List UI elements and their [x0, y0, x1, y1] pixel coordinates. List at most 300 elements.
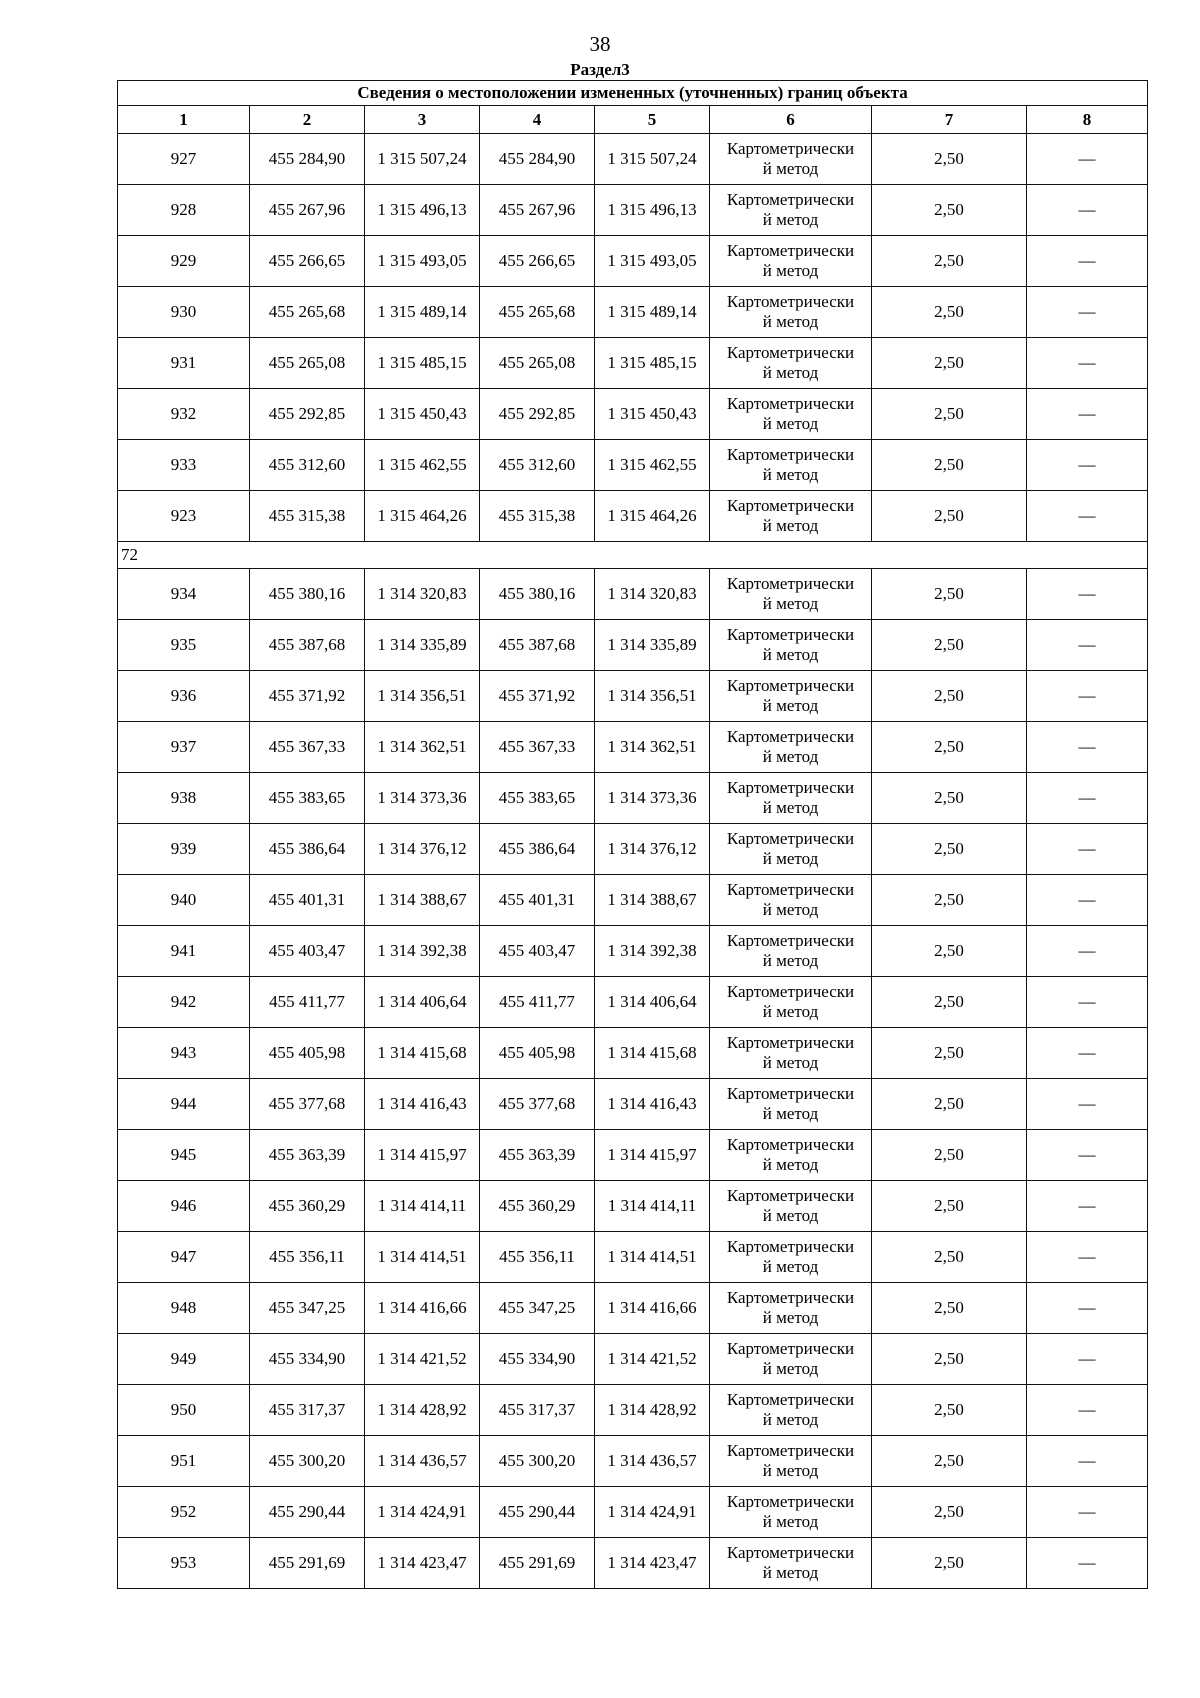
accuracy-cell: 2,50	[872, 773, 1027, 824]
coordinate-cell: 1 315 489,14	[365, 287, 480, 338]
method-cell	[710, 671, 872, 722]
description-cell: —	[1027, 569, 1148, 620]
method-cell	[710, 1487, 872, 1538]
coordinate-cell: 455 371,92	[250, 671, 365, 722]
coordinate-cell: 455 284,90	[250, 134, 365, 185]
method-cell	[710, 1181, 872, 1232]
point-number: 950	[118, 1385, 250, 1436]
coordinate-cell: 455 363,39	[480, 1130, 595, 1181]
coordinate-cell: 455 411,77	[480, 977, 595, 1028]
coordinate-cell: 1 315 485,15	[365, 338, 480, 389]
method-line-1: Картометрически	[726, 676, 855, 695]
accuracy-cell: 2,50	[872, 491, 1027, 542]
coordinate-cell: 1 314 320,83	[595, 569, 710, 620]
point-number: 943	[118, 1028, 250, 1079]
method-line-1: Картометрически	[726, 1441, 855, 1460]
coordinate-cell: 1 314 362,51	[595, 722, 710, 773]
description-cell: —	[1027, 1283, 1148, 1334]
description-cell: —	[1027, 287, 1148, 338]
point-number: 928	[118, 185, 250, 236]
accuracy-cell: 2,50	[872, 236, 1027, 287]
accuracy-cell: 2,50	[872, 620, 1027, 671]
coordinate-cell: 455 405,98	[250, 1028, 365, 1079]
coordinate-cell: 1 314 421,52	[595, 1334, 710, 1385]
coordinate-cell: 455 266,65	[250, 236, 365, 287]
coordinate-cell: 1 315 489,14	[595, 287, 710, 338]
description-cell: —	[1027, 722, 1148, 773]
description-cell: —	[1027, 236, 1148, 287]
page-number: 38	[589, 32, 611, 56]
coordinate-cell: 455 291,69	[480, 1538, 595, 1589]
coordinate-cell: 455 403,47	[480, 926, 595, 977]
method-cell	[710, 1130, 872, 1181]
table-row	[118, 722, 1148, 773]
method-line-2: й метод	[762, 951, 819, 970]
method-cell	[710, 824, 872, 875]
coordinate-cell: 1 315 464,26	[595, 491, 710, 542]
method-line-2: й метод	[762, 1053, 819, 1072]
coordinate-cell: 1 314 416,66	[595, 1283, 710, 1334]
description-cell: —	[1027, 1538, 1148, 1589]
coordinate-cell: 455 377,68	[480, 1079, 595, 1130]
table-row	[118, 1538, 1148, 1589]
table-row	[118, 1079, 1148, 1130]
method-line-2: й метод	[762, 1461, 819, 1480]
method-cell	[710, 773, 872, 824]
point-number: 938	[118, 773, 250, 824]
column-number: 8	[1027, 106, 1148, 134]
coordinate-cell: 455 334,90	[250, 1334, 365, 1385]
table-row	[118, 1436, 1148, 1487]
point-number: 951	[118, 1436, 250, 1487]
table-row	[118, 1487, 1148, 1538]
coordinate-cell: 455 356,11	[480, 1232, 595, 1283]
table-row	[118, 977, 1148, 1028]
table-row	[118, 773, 1148, 824]
point-number: 940	[118, 875, 250, 926]
method-line-2: й метод	[762, 1104, 819, 1123]
coordinate-cell: 1 314 373,36	[365, 773, 480, 824]
description-cell: —	[1027, 875, 1148, 926]
coordinate-cell: 455 290,44	[480, 1487, 595, 1538]
coordinate-cell: 455 386,64	[250, 824, 365, 875]
method-line-2: й метод	[762, 1410, 819, 1429]
coordinate-cell: 1 314 436,57	[595, 1436, 710, 1487]
table-row	[118, 875, 1148, 926]
coordinate-cell: 1 315 485,15	[595, 338, 710, 389]
point-number: 923	[118, 491, 250, 542]
column-number-row	[118, 106, 1148, 134]
method-cell	[710, 389, 872, 440]
table-row	[118, 185, 1148, 236]
coordinate-cell: 1 314 416,43	[595, 1079, 710, 1130]
description-cell: —	[1027, 1487, 1148, 1538]
coordinate-cell: 1 314 356,51	[595, 671, 710, 722]
method-line-1: Картометрически	[726, 1543, 855, 1562]
coordinate-cell: 455 266,65	[480, 236, 595, 287]
accuracy-cell: 2,50	[872, 185, 1027, 236]
coordinate-cell: 1 314 392,38	[595, 926, 710, 977]
accuracy-cell: 2,50	[872, 977, 1027, 1028]
method-line-2: й метод	[762, 312, 819, 331]
coordinate-cell: 455 317,37	[250, 1385, 365, 1436]
method-cell	[710, 977, 872, 1028]
table-row	[118, 1232, 1148, 1283]
point-number: 935	[118, 620, 250, 671]
table-row	[118, 926, 1148, 977]
point-number: 948	[118, 1283, 250, 1334]
coordinate-cell: 1 314 428,92	[365, 1385, 480, 1436]
coordinate-cell: 1 314 415,97	[365, 1130, 480, 1181]
method-line-2: й метод	[762, 1512, 819, 1531]
coordinate-cell: 455 267,96	[480, 185, 595, 236]
point-number: 941	[118, 926, 250, 977]
coordinate-cell: 1 314 356,51	[365, 671, 480, 722]
coordinate-cell: 455 367,33	[250, 722, 365, 773]
method-cell	[710, 134, 872, 185]
method-line-1: Картометрически	[726, 1288, 855, 1307]
coordinate-cell: 1 314 320,83	[365, 569, 480, 620]
method-line-1: Картометрически	[726, 445, 855, 464]
method-cell	[710, 722, 872, 773]
coordinate-cell: 455 371,92	[480, 671, 595, 722]
coordinate-cell: 1 314 376,12	[365, 824, 480, 875]
description-cell: —	[1027, 134, 1148, 185]
point-number: 939	[118, 824, 250, 875]
coordinate-cell: 455 290,44	[250, 1487, 365, 1538]
coordinate-cell: 455 312,60	[250, 440, 365, 491]
accuracy-cell: 2,50	[872, 1334, 1027, 1385]
description-cell: —	[1027, 338, 1148, 389]
point-number: 944	[118, 1079, 250, 1130]
table-row	[118, 1028, 1148, 1079]
description-cell: —	[1027, 620, 1148, 671]
table-row	[118, 338, 1148, 389]
coordinate-cell: 455 405,98	[480, 1028, 595, 1079]
column-number: 7	[872, 106, 1027, 134]
point-number: 953	[118, 1538, 250, 1589]
column-number: 2	[250, 106, 365, 134]
accuracy-cell: 2,50	[872, 1130, 1027, 1181]
table-row	[118, 824, 1148, 875]
description-cell: —	[1027, 1130, 1148, 1181]
method-line-1: Картометрически	[726, 982, 855, 1001]
description-cell: —	[1027, 1385, 1148, 1436]
point-number: 936	[118, 671, 250, 722]
method-cell	[710, 338, 872, 389]
method-line-2: й метод	[762, 696, 819, 715]
accuracy-cell: 2,50	[872, 1181, 1027, 1232]
column-number: 6	[710, 106, 872, 134]
coordinate-cell: 1 315 450,43	[595, 389, 710, 440]
coordinate-cell: 455 356,11	[250, 1232, 365, 1283]
coordinate-cell: 455 380,16	[250, 569, 365, 620]
accuracy-cell: 2,50	[872, 824, 1027, 875]
coordinate-cell: 1 314 423,47	[365, 1538, 480, 1589]
coordinate-cell: 1 314 424,91	[365, 1487, 480, 1538]
accuracy-cell: 2,50	[872, 1283, 1027, 1334]
method-line-2: й метод	[762, 1155, 819, 1174]
point-number: 945	[118, 1130, 250, 1181]
coordinate-cell: 455 367,33	[480, 722, 595, 773]
method-cell	[710, 1538, 872, 1589]
accuracy-cell: 2,50	[872, 287, 1027, 338]
method-line-2: й метод	[762, 1359, 819, 1378]
method-line-1: Картометрически	[726, 727, 855, 746]
coordinate-cell: 1 314 388,67	[365, 875, 480, 926]
method-line-1: Картометрически	[726, 1186, 855, 1205]
coordinate-cell: 1 315 496,13	[595, 185, 710, 236]
coordinate-cell: 1 315 462,55	[595, 440, 710, 491]
description-cell: —	[1027, 926, 1148, 977]
table-caption-row	[118, 81, 1148, 106]
coordinate-cell: 455 380,16	[480, 569, 595, 620]
table-row	[118, 134, 1148, 185]
coordinate-cell: 455 300,20	[250, 1436, 365, 1487]
table-row	[118, 491, 1148, 542]
table-row	[118, 389, 1148, 440]
coordinate-cell: 455 265,68	[480, 287, 595, 338]
method-cell	[710, 287, 872, 338]
accuracy-cell: 2,50	[872, 338, 1027, 389]
coordinate-cell: 455 334,90	[480, 1334, 595, 1385]
method-line-1: Картометрически	[726, 625, 855, 644]
table-caption: Сведения о местоположении измененных (уточненных) границ объекта	[118, 81, 1148, 106]
method-line-1: Картометрически	[726, 496, 855, 515]
coordinate-cell: 1 314 421,52	[365, 1334, 480, 1385]
boundary-table	[117, 80, 1148, 1589]
accuracy-cell: 2,50	[872, 1385, 1027, 1436]
coordinate-cell: 455 265,68	[250, 287, 365, 338]
method-cell	[710, 1283, 872, 1334]
coordinate-cell: 455 363,39	[250, 1130, 365, 1181]
accuracy-cell: 2,50	[872, 926, 1027, 977]
coordinate-cell: 1 314 423,47	[595, 1538, 710, 1589]
coordinate-cell: 455 265,08	[480, 338, 595, 389]
group-label: 72	[118, 542, 1148, 569]
accuracy-cell: 2,50	[872, 1028, 1027, 1079]
point-number: 947	[118, 1232, 250, 1283]
accuracy-cell: 2,50	[872, 875, 1027, 926]
method-cell	[710, 440, 872, 491]
coordinate-cell: 455 387,68	[480, 620, 595, 671]
method-line-1: Картометрически	[726, 190, 855, 209]
point-number: 946	[118, 1181, 250, 1232]
description-cell: —	[1027, 491, 1148, 542]
description-cell: —	[1027, 1436, 1148, 1487]
coordinate-cell: 1 315 493,05	[595, 236, 710, 287]
method-line-1: Картометрически	[726, 1339, 855, 1358]
method-cell	[710, 1079, 872, 1130]
method-line-2: й метод	[762, 261, 819, 280]
method-line-2: й метод	[762, 645, 819, 664]
method-line-2: й метод	[762, 210, 819, 229]
method-line-2: й метод	[762, 900, 819, 919]
coordinate-cell: 455 377,68	[250, 1079, 365, 1130]
method-line-1: Картометрически	[726, 292, 855, 311]
method-cell	[710, 1028, 872, 1079]
method-cell	[710, 926, 872, 977]
coordinate-cell: 455 292,85	[480, 389, 595, 440]
description-cell: —	[1027, 185, 1148, 236]
coordinate-cell: 455 383,65	[250, 773, 365, 824]
coordinate-cell: 1 315 507,24	[365, 134, 480, 185]
point-number: 929	[118, 236, 250, 287]
point-number: 931	[118, 338, 250, 389]
table-row	[118, 1283, 1148, 1334]
coordinate-cell: 1 314 362,51	[365, 722, 480, 773]
accuracy-cell: 2,50	[872, 389, 1027, 440]
method-cell	[710, 569, 872, 620]
coordinate-cell: 1 314 428,92	[595, 1385, 710, 1436]
coordinate-cell: 1 314 414,51	[365, 1232, 480, 1283]
coordinate-cell: 1 314 414,51	[595, 1232, 710, 1283]
table-row	[118, 236, 1148, 287]
method-line-2: й метод	[762, 159, 819, 178]
coordinate-cell: 455 401,31	[250, 875, 365, 926]
description-cell: —	[1027, 824, 1148, 875]
coordinate-cell: 455 265,08	[250, 338, 365, 389]
method-cell	[710, 1232, 872, 1283]
coordinate-cell: 1 314 406,64	[595, 977, 710, 1028]
method-cell	[710, 185, 872, 236]
method-line-1: Картометрически	[726, 1033, 855, 1052]
coordinate-cell: 1 314 335,89	[595, 620, 710, 671]
coordinate-cell: 455 411,77	[250, 977, 365, 1028]
description-cell: —	[1027, 773, 1148, 824]
group-row	[118, 542, 1148, 569]
coordinate-cell: 455 347,25	[480, 1283, 595, 1334]
coordinate-cell: 1 315 496,13	[365, 185, 480, 236]
coordinate-cell: 1 314 415,97	[595, 1130, 710, 1181]
table-row	[118, 671, 1148, 722]
coordinate-cell: 1 314 335,89	[365, 620, 480, 671]
coordinate-cell: 455 315,38	[250, 491, 365, 542]
accuracy-cell: 2,50	[872, 440, 1027, 491]
point-number: 933	[118, 440, 250, 491]
coordinate-cell: 455 347,25	[250, 1283, 365, 1334]
accuracy-cell: 2,50	[872, 1487, 1027, 1538]
method-line-2: й метод	[762, 594, 819, 613]
method-line-1: Картометрически	[726, 1492, 855, 1511]
table-row	[118, 1130, 1148, 1181]
table-row	[118, 1385, 1148, 1436]
table-row	[118, 440, 1148, 491]
coordinate-cell: 1 315 450,43	[365, 389, 480, 440]
method-line-2: й метод	[762, 516, 819, 535]
method-line-2: й метод	[762, 1206, 819, 1225]
method-line-2: й метод	[762, 798, 819, 817]
coordinate-cell: 1 314 436,57	[365, 1436, 480, 1487]
method-cell	[710, 1334, 872, 1385]
accuracy-cell: 2,50	[872, 1232, 1027, 1283]
method-line-2: й метод	[762, 465, 819, 484]
accuracy-cell: 2,50	[872, 1436, 1027, 1487]
coordinate-cell: 455 387,68	[250, 620, 365, 671]
coordinate-cell: 1 314 416,43	[365, 1079, 480, 1130]
coordinate-cell: 455 360,29	[480, 1181, 595, 1232]
method-line-1: Картометрически	[726, 241, 855, 260]
coordinate-cell: 1 315 464,26	[365, 491, 480, 542]
method-line-2: й метод	[762, 1257, 819, 1276]
coordinate-cell: 1 314 424,91	[595, 1487, 710, 1538]
coordinate-cell: 455 292,85	[250, 389, 365, 440]
coordinate-cell: 455 383,65	[480, 773, 595, 824]
point-number: 934	[118, 569, 250, 620]
accuracy-cell: 2,50	[872, 1079, 1027, 1130]
description-cell: —	[1027, 1079, 1148, 1130]
coordinate-cell: 1 315 462,55	[365, 440, 480, 491]
column-number: 1	[118, 106, 250, 134]
table-row	[118, 569, 1148, 620]
description-cell: —	[1027, 977, 1148, 1028]
method-cell	[710, 1436, 872, 1487]
table-row	[118, 1181, 1148, 1232]
method-line-2: й метод	[762, 363, 819, 382]
point-number: 937	[118, 722, 250, 773]
method-line-2: й метод	[762, 849, 819, 868]
method-cell	[710, 875, 872, 926]
method-line-2: й метод	[762, 1002, 819, 1021]
method-cell	[710, 1385, 872, 1436]
table-row	[118, 1334, 1148, 1385]
method-line-1: Картометрически	[726, 931, 855, 950]
method-line-1: Картометрически	[726, 394, 855, 413]
coordinate-cell: 1 314 415,68	[595, 1028, 710, 1079]
method-line-1: Картометрически	[726, 829, 855, 848]
method-cell	[710, 491, 872, 542]
method-line-2: й метод	[762, 747, 819, 766]
coordinate-cell: 455 267,96	[250, 185, 365, 236]
method-line-1: Картометрически	[726, 1084, 855, 1103]
section-title: Раздел3	[570, 60, 630, 79]
description-cell: —	[1027, 1232, 1148, 1283]
coordinate-cell: 1 314 416,66	[365, 1283, 480, 1334]
coordinate-cell: 455 300,20	[480, 1436, 595, 1487]
table-row	[118, 620, 1148, 671]
coordinate-cell: 455 317,37	[480, 1385, 595, 1436]
coordinate-cell: 455 312,60	[480, 440, 595, 491]
method-line-1: Картометрически	[726, 778, 855, 797]
description-cell: —	[1027, 389, 1148, 440]
point-number: 927	[118, 134, 250, 185]
method-line-2: й метод	[762, 414, 819, 433]
coordinate-cell: 1 314 415,68	[365, 1028, 480, 1079]
point-number: 949	[118, 1334, 250, 1385]
point-number: 952	[118, 1487, 250, 1538]
accuracy-cell: 2,50	[872, 569, 1027, 620]
coordinate-cell: 1 315 507,24	[595, 134, 710, 185]
method-line-1: Картометрически	[726, 1237, 855, 1256]
coordinate-cell: 1 314 373,36	[595, 773, 710, 824]
point-number: 930	[118, 287, 250, 338]
method-line-1: Картометрически	[726, 574, 855, 593]
coordinate-cell: 455 291,69	[250, 1538, 365, 1589]
coordinate-cell: 1 314 388,67	[595, 875, 710, 926]
column-number: 5	[595, 106, 710, 134]
description-cell: —	[1027, 1181, 1148, 1232]
coordinate-cell: 455 315,38	[480, 491, 595, 542]
coordinate-cell: 455 284,90	[480, 134, 595, 185]
method-line-2: й метод	[762, 1563, 819, 1582]
coordinate-cell: 1 314 392,38	[365, 926, 480, 977]
description-cell: —	[1027, 1334, 1148, 1385]
accuracy-cell: 2,50	[872, 722, 1027, 773]
column-number: 4	[480, 106, 595, 134]
method-line-1: Картометрически	[726, 880, 855, 899]
method-line-1: Картометрически	[726, 1390, 855, 1409]
method-cell	[710, 236, 872, 287]
